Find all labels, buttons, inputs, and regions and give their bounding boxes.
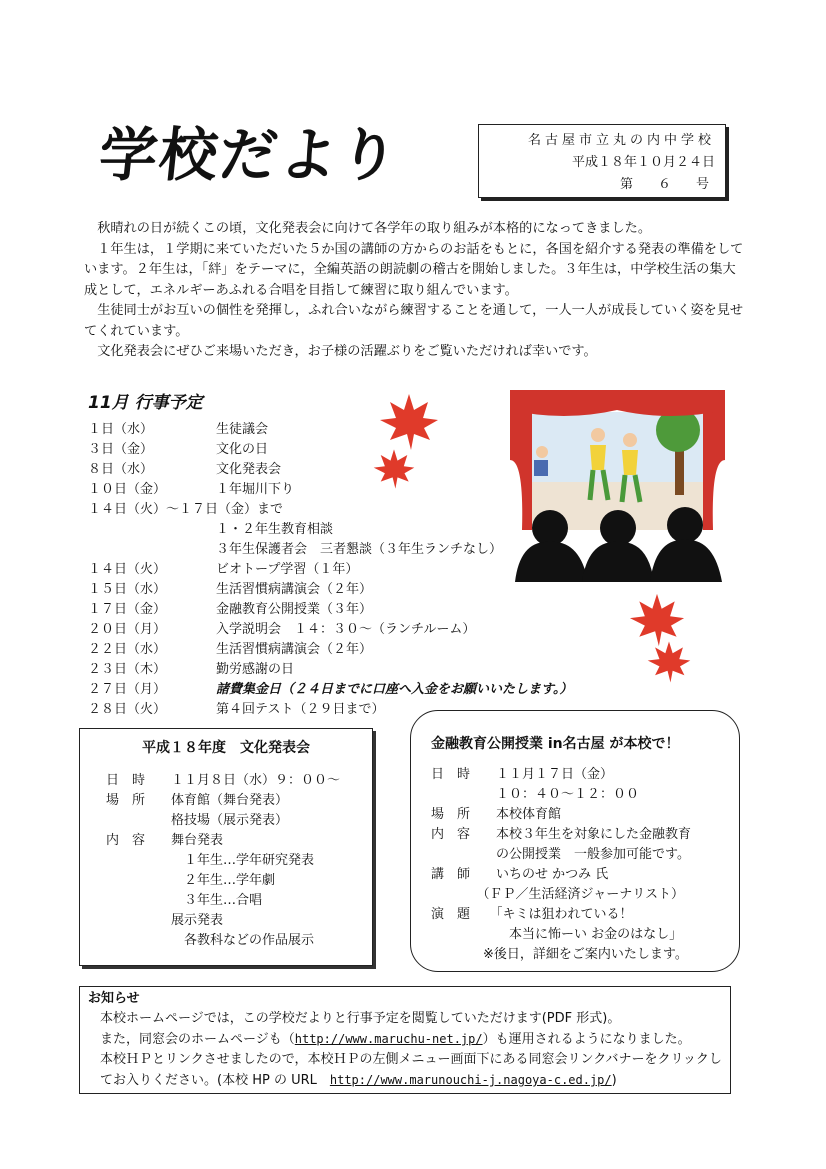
finance-line: 演 題 「キミは狙われている！	[431, 907, 633, 922]
culture-festival-box	[79, 728, 373, 966]
finance-line: ※後日，詳細をご案内いたします。	[431, 947, 688, 962]
intro-text	[84, 219, 744, 363]
culture-line: 格技場（展示発表）	[106, 813, 289, 828]
culture-line: 場 所 体育館（舞台発表）	[106, 793, 289, 808]
stage-illustration	[510, 390, 725, 582]
culture-line: 日 時 １１月８日（水）９：００～	[106, 773, 341, 788]
intro-paragraph: 秋晴れの日が続くこの頃，文化発表会に向けて各学年の取り組みが本格的になってきました。	[97, 221, 652, 236]
culture-line: ２年生…学年劇	[106, 873, 276, 888]
finance-line: １０：４０～１２：００	[431, 787, 640, 802]
school-name: 名古屋市立丸の内中学校	[527, 133, 715, 148]
school-url-link[interactable]: http://www.marunouchi-j.nagoya-c.ed.jp/	[329, 1073, 612, 1087]
schedule-title: 11月 行事予定	[88, 393, 203, 413]
maple-leaf-icon	[372, 448, 416, 490]
notice-line: 本校ＨＰとリンクさせましたので，本校ＨＰの左側メニュー画面下にある同窓会リンクバナーをクリックしてお入りください。(本校 HP の URL http://www.marunouchi-j.nagoya-c.ed.jp/)	[100, 1052, 722, 1088]
school-info-box	[478, 124, 726, 198]
issue-number: 第 ６ 号	[619, 177, 715, 192]
culture-line: １年生…学年研究発表	[106, 853, 315, 868]
finance-line: 内 容 本校３年生を対象にした金融教育	[431, 827, 692, 842]
maple-leaf-icon	[378, 392, 440, 452]
finance-line: （ＦＰ／生活経済ジャーナリスト）	[431, 887, 684, 902]
finance-line: 本当に怖ーい お金のはなし」	[431, 927, 683, 942]
notice-heading: お知らせ	[88, 991, 140, 1006]
culture-line: ３年生…合唱	[106, 893, 263, 908]
issue-date: 平成１８年１０月２４日	[571, 155, 715, 170]
finance-line: 場 所 本校体育館	[431, 807, 562, 822]
notice-line: また，同窓会のホームページも（http://www.maruchu-net.jp/）も運用されるようになりました。	[100, 1032, 691, 1047]
intro-paragraph: 生徒同士がお互いの個性を発揮し，ふれ合いながら練習することを通して，一人一人が成長していく姿を見せてくれています。	[84, 303, 744, 339]
culture-line: 展示発表	[106, 913, 224, 928]
finance-line: 講 師 いちのせ かつみ 氏	[431, 867, 609, 882]
intro-paragraph: 文化発表会にぜひご来場いただき，お子様の活躍ぶりをご覧いただければ幸いです。	[97, 344, 597, 359]
alumni-url-link[interactable]: http://www.maruchu-net.jp/	[294, 1032, 483, 1046]
financial-education-title: 金融教育公開授業 in名古屋 が本校で！	[431, 736, 680, 752]
culture-line: 各教科などの作品展示	[106, 933, 315, 948]
notice-line: 本校ホームページでは，この学校だよりと行事予定を閲覧していただけます(PDF 形式)。	[100, 1011, 621, 1026]
maple-leaf-icon	[646, 640, 692, 684]
financial-education-box	[410, 710, 740, 972]
culture-festival-title: 平成１８年度 文化発表会	[142, 740, 310, 756]
notice-text	[100, 1009, 724, 1091]
page-title: 学校だより	[95, 121, 404, 189]
notice-box	[79, 986, 731, 1094]
finance-line: の公開授業 一般参加可能です。	[431, 847, 690, 862]
intro-paragraph: １年生は，１学期に来ていただいた５か国の講師の方からのお話をもとに，各国を紹介する発表の準備をしています。２年生は，「絆」をテーマに，全編英語の朗読劇の稽古を開始しました。３年生は，中学校生活の集大成として，エネルギーあふれる合唱を目指して練習に取り組んでいます。	[84, 241, 744, 298]
finance-line: 日 時 １１月１７日（金）	[431, 767, 614, 782]
culture-line: 内 容 舞台発表	[106, 833, 224, 848]
